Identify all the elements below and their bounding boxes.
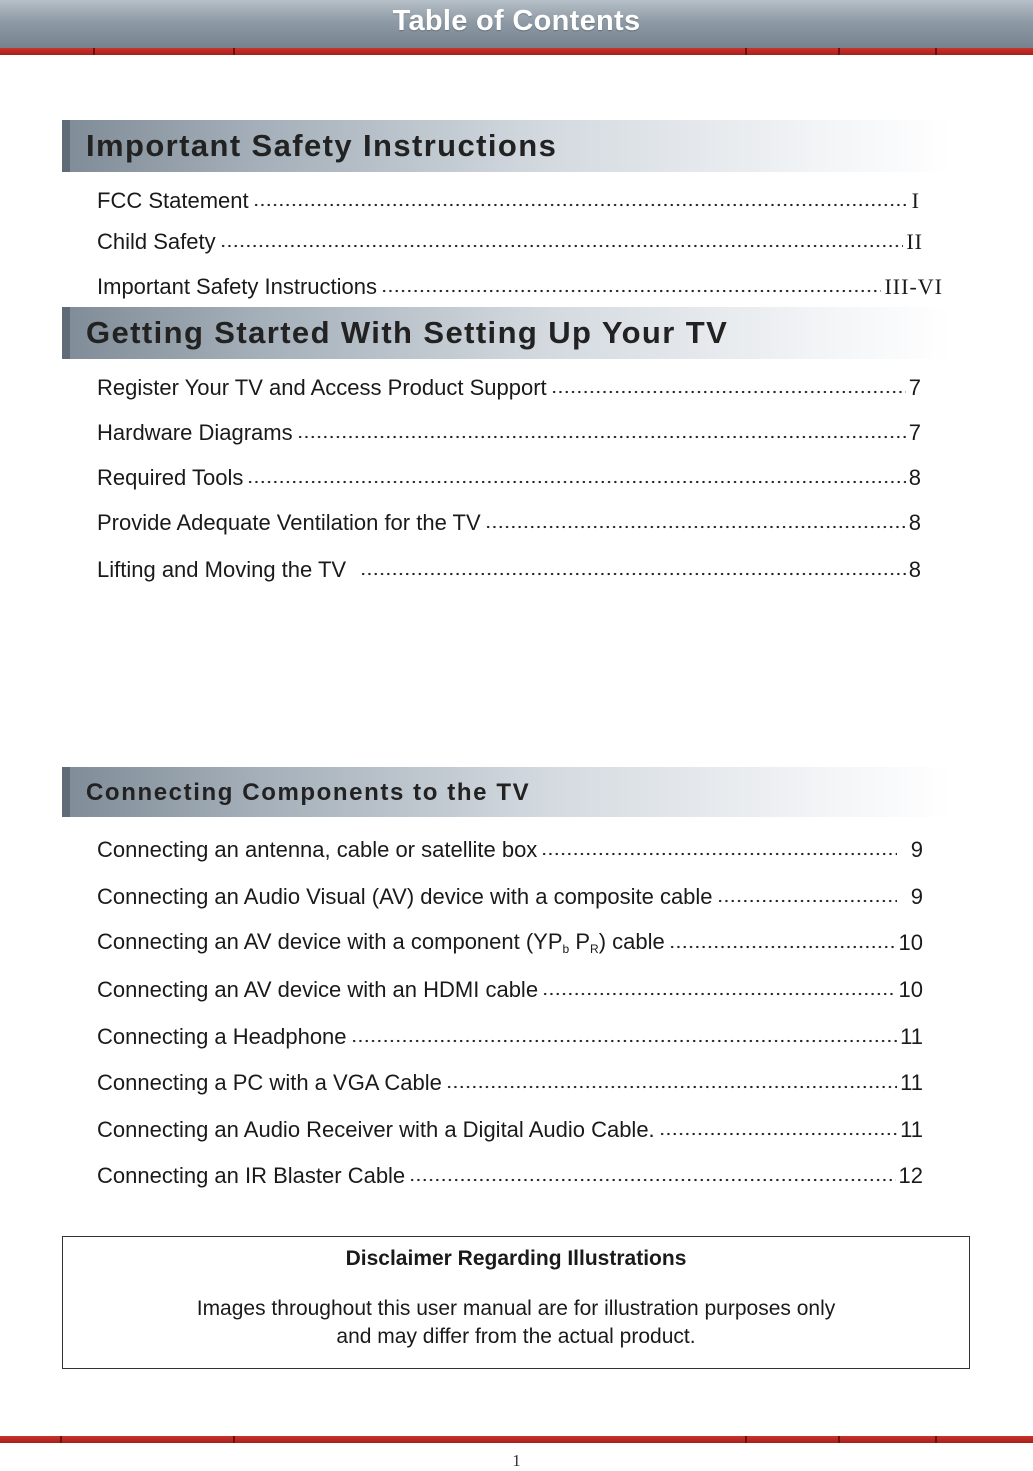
- toc-entry[interactable]: [97, 184, 920, 214]
- dot-leader: [551, 389, 906, 395]
- section-header-getting-started: [62, 307, 952, 359]
- toc-entry-page: 9: [910, 837, 923, 862]
- toc-entry[interactable]: [97, 506, 921, 536]
- disclaimer-text-line-2: and may differ from the actual product.: [336, 1325, 696, 1348]
- toc-entry-label: Child Safety: [97, 229, 216, 254]
- toc-entry-page: 8: [908, 557, 921, 582]
- section-header-safety: [62, 120, 952, 172]
- toc-entry-page: 11: [900, 1117, 923, 1142]
- toc-entry-label: Connecting an AV device with a component ($YP_b$ $P_R$) cable: [97, 929, 665, 956]
- toc-entry-label: Important Safety Instructions: [97, 274, 378, 299]
- toc-entry[interactable]: [97, 1066, 923, 1096]
- toc-entry[interactable]: [97, 553, 921, 583]
- toc-entry-page: 8: [908, 510, 921, 535]
- toc-entry-page: 8: [908, 465, 921, 490]
- dot-leader: [253, 202, 909, 208]
- disclaimer-title: Disclaimer Regarding Illustrations: [345, 1247, 687, 1270]
- dot-leader: [247, 479, 905, 485]
- toc-entry-page: 10: [898, 930, 923, 955]
- toc-entry-page: I: [911, 188, 920, 213]
- toc-entry-label: Connecting an antenna, cable or satellite box: [97, 837, 538, 862]
- toc-entry-page: 10: [898, 977, 923, 1002]
- header-rule: [0, 48, 1033, 55]
- toc-entry[interactable]: [97, 225, 923, 255]
- section-title: Important Safety Instructions: [86, 128, 558, 163]
- toc-entry[interactable]: [97, 973, 923, 1003]
- section-header-connecting: [62, 767, 952, 817]
- disclaimer-box: [62, 1236, 970, 1369]
- toc-entry[interactable]: [97, 1020, 923, 1050]
- toc-entry-page: 7: [908, 420, 921, 445]
- toc-entry[interactable]: [97, 371, 921, 401]
- toc-entry-label: Connecting an AV device with an HDMI cable: [97, 977, 539, 1002]
- toc-entry[interactable]: [97, 461, 921, 491]
- dot-leader: [446, 1084, 897, 1090]
- disclaimer-text-line-1: Images throughout this user manual are for illustration purposes only: [196, 1297, 836, 1320]
- toc-entry-page: 12: [898, 1163, 923, 1188]
- page-number: 1: [512, 1451, 521, 1470]
- toc-entry[interactable]: [97, 926, 923, 956]
- toc-entry[interactable]: [97, 1159, 923, 1189]
- toc-entry-label: Provide Adequate Ventilation for the TV: [97, 510, 481, 535]
- dot-leader: [542, 991, 895, 997]
- toc-entry-page: III-VI: [884, 274, 943, 299]
- toc-entry-page: 9: [910, 884, 923, 909]
- toc-entry-page: 11: [900, 1024, 923, 1049]
- toc-entry-page: 11: [900, 1070, 923, 1095]
- toc-entry-label: Connecting an Audio Receiver with a Digital Audio Cable.: [97, 1117, 655, 1142]
- toc-entry-label: Required Tools: [97, 465, 244, 490]
- dot-leader: [409, 1177, 895, 1183]
- toc-entry-label: Register Your TV and Access Product Support: [97, 375, 547, 400]
- dot-leader: [485, 524, 906, 530]
- dot-leader: [381, 288, 881, 294]
- section-title: Getting Started With Setting Up Your TV: [86, 315, 729, 350]
- footer-rule: [0, 1436, 1033, 1443]
- toc-entry[interactable]: [97, 416, 921, 446]
- toc-entry-label: FCC Statement: [97, 188, 249, 213]
- toc-entry[interactable]: [97, 833, 923, 863]
- toc-entry-label: Connecting an IR Blaster Cable: [97, 1163, 406, 1188]
- dot-leader: [659, 1131, 897, 1137]
- toc-entry-page: II: [906, 229, 923, 254]
- dot-leader: [541, 851, 896, 857]
- toc-entry-label: Connecting an Audio Visual (AV) device with a composite cable: [97, 884, 713, 909]
- dot-leader: [717, 898, 897, 904]
- page-title: Table of Contents: [392, 5, 641, 37]
- toc-entry-label: Connecting a Headphone: [97, 1024, 347, 1049]
- toc-entry-label: Hardware Diagrams: [97, 420, 293, 445]
- dot-leader: [351, 1038, 898, 1044]
- toc-entry-page: 7: [908, 375, 921, 400]
- section-title: Connecting Components to the TV: [86, 779, 531, 806]
- toc-entry-label: Lifting and Moving the TV: [97, 557, 347, 582]
- dot-leader: [360, 571, 906, 577]
- toc-entry-label: Connecting a PC with a VGA Cable: [97, 1070, 442, 1095]
- toc-entry[interactable]: [97, 880, 923, 910]
- dot-leader: [669, 944, 896, 950]
- toc-entry[interactable]: [97, 1113, 923, 1143]
- dot-leader: [220, 243, 904, 249]
- toc-entry[interactable]: [97, 270, 943, 300]
- dot-leader: [297, 434, 906, 440]
